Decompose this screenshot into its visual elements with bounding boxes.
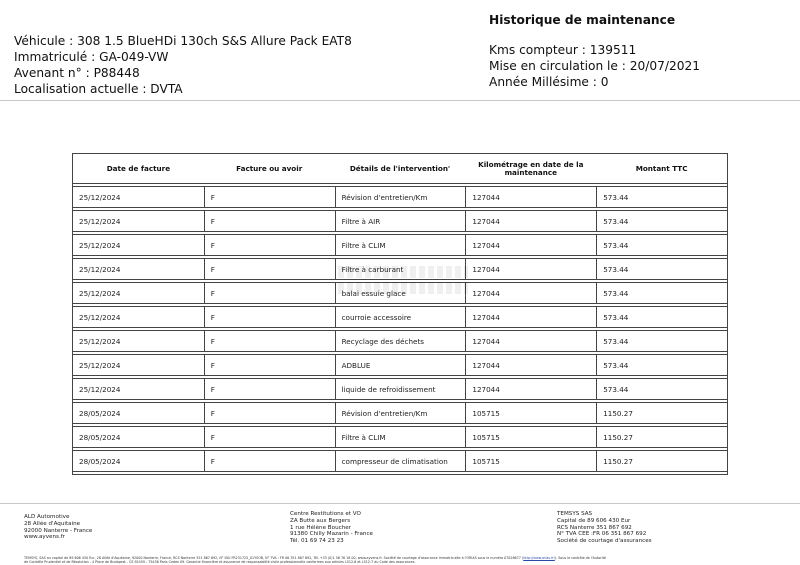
- amount-cell: 573.44: [596, 210, 727, 232]
- column-header-invoice-type: Facture ou avoir: [204, 154, 335, 184]
- amount-cell: 1150.27: [596, 426, 727, 448]
- vehicle-model: Véhicule : 308 1.5 BlueHDi 130ch S&S Allure Pack EAT8: [14, 34, 352, 48]
- intervention-details-cell: Révision d'entretien/Km: [335, 402, 466, 424]
- mileage-cell: 105715: [465, 450, 596, 472]
- table-row: [73, 306, 727, 328]
- invoice-type-cell: F: [204, 282, 335, 304]
- invoice-date-cell: 28/05/2024: [73, 450, 204, 472]
- footer-line: 28 Allée d'Aquitaine: [24, 520, 81, 527]
- column-header-mileage: Kilométrage en date de la maintenance: [465, 154, 596, 184]
- invoice-type-cell: F: [204, 210, 335, 232]
- maintenance-table: [72, 153, 728, 475]
- invoice-date-cell: 28/05/2024: [73, 402, 204, 424]
- intervention-details-cell: liquide de refroidissement: [335, 378, 466, 400]
- invoice-date-cell: 25/12/2024: [73, 258, 204, 280]
- intervention-details-cell: courroie accessoire: [335, 306, 466, 328]
- invoice-type-cell: F: [204, 426, 335, 448]
- maintenance-summary: [489, 12, 700, 90]
- footer-line: ZA Butte aux Bergers: [290, 517, 351, 524]
- model-year: Année Millésime : 0: [489, 75, 609, 89]
- intervention-details-cell: compresseur de climatisation: [335, 450, 466, 472]
- intervention-details-cell: ADBLUE: [335, 354, 466, 376]
- invoice-date-cell: 25/12/2024: [73, 210, 204, 232]
- intervention-details-cell: Recyclage des déchets: [335, 330, 466, 352]
- column-header-amount: Montant TTC: [596, 154, 727, 184]
- registration-date: Mise en circulation le : 20/07/2021: [489, 59, 701, 73]
- amount-cell: 1150.27: [596, 450, 727, 472]
- invoice-type-cell: F: [204, 354, 335, 376]
- table-row: [73, 402, 727, 424]
- vehicle-location: Localisation actuelle : DVTA: [14, 82, 183, 96]
- footer-legal-entity: [557, 511, 652, 545]
- mileage-cell: 127044: [465, 330, 596, 352]
- footer-line: N° TVA CEE :FR 06 351 867 692: [557, 531, 647, 538]
- footer-line: RCS Nanterre 351 867 692: [557, 524, 632, 531]
- footer-divider: [0, 503, 800, 504]
- mileage-cell: 127044: [465, 234, 596, 256]
- amount-cell: 573.44: [596, 354, 727, 376]
- invoice-type-cell: F: [204, 234, 335, 256]
- intervention-details-cell: Filtre à AIR: [335, 210, 466, 232]
- invoice-date-cell: 25/12/2024: [73, 234, 204, 256]
- amount-cell: 1150.27: [596, 402, 727, 424]
- orias-link[interactable]: http://www.orias.fr/: [523, 556, 555, 560]
- header-divider: [0, 100, 800, 101]
- footer-website: www.ayvens.fr: [24, 534, 65, 541]
- invoice-type-cell: F: [204, 402, 335, 424]
- mileage-cell: 127044: [465, 210, 596, 232]
- mileage-cell: 127044: [465, 378, 596, 400]
- mileage-cell: 105715: [465, 426, 596, 448]
- footer-line: Capital de 89 606 430 Eur: [557, 517, 631, 524]
- table-row: [73, 378, 727, 400]
- invoice-type-cell: F: [204, 186, 335, 208]
- mileage-cell: 127044: [465, 282, 596, 304]
- footer-line: Société de courtage d'assurances: [557, 538, 652, 545]
- amount-cell: 573.44: [596, 282, 727, 304]
- footer-company-address: [24, 514, 92, 541]
- invoice-type-cell: F: [204, 306, 335, 328]
- footer-line: 92000 Nanterre - France: [24, 527, 93, 534]
- legal-text: ). Sous le contrôle de l'Autorité: [554, 556, 606, 560]
- invoice-type-cell: F: [204, 330, 335, 352]
- invoice-date-cell: 25/12/2024: [73, 306, 204, 328]
- table-row: [73, 210, 727, 232]
- table-row: [73, 450, 727, 472]
- intervention-details-cell: Révision d'entretien/Km: [335, 186, 466, 208]
- vehicle-info: [14, 33, 352, 97]
- footer-line: 91380 Chilly Mazarin - France: [290, 531, 373, 538]
- invoice-date-cell: 25/12/2024: [73, 282, 204, 304]
- table-row: [73, 234, 727, 256]
- legal-text: TEMSYS, SAS au capital de 89 606 430 Eur, 28 Allée d'Aquitaine, 92000 Nanterre, France, RCS Nanterre 351 867 692, N° IDU FR231725_01YSOB, N° TVA : FR 06 351 867 692, Tél. +33 (0)1 56 76 18 00, www.ayvens.fr. Société de courtage d'assurance immatriculée à l'ORIAS sous le numéro 07028677 (: [24, 556, 524, 560]
- table-row: [73, 426, 727, 448]
- mileage-cell: 127044: [465, 354, 596, 376]
- document-title: Historique de maintenance: [489, 13, 676, 27]
- column-header-intervention-details: Détails de l'intervention': [335, 154, 466, 184]
- table-row: [73, 330, 727, 352]
- invoice-date-cell: 25/12/2024: [73, 330, 204, 352]
- intervention-details-cell: Filtre à CLIM: [335, 426, 466, 448]
- odometer-reading: Kms compteur : 139511: [489, 43, 637, 57]
- amount-cell: 573.44: [596, 378, 727, 400]
- table-row: [73, 186, 727, 208]
- mileage-cell: 127044: [465, 306, 596, 328]
- legal-notice: [24, 556, 784, 564]
- mileage-cell: 127044: [465, 186, 596, 208]
- mileage-cell: 105715: [465, 402, 596, 424]
- amount-cell: 573.44: [596, 258, 727, 280]
- invoice-date-cell: 28/05/2024: [73, 426, 204, 448]
- column-header-invoice-date: Date de facture: [73, 154, 204, 184]
- table-row: [73, 354, 727, 376]
- intervention-details-cell: Filtre à carburant: [335, 258, 466, 280]
- invoice-date-cell: 25/12/2024: [73, 186, 204, 208]
- amount-cell: 573.44: [596, 186, 727, 208]
- mileage-cell: 127044: [465, 258, 596, 280]
- footer-phone: Tél. 01 69 74 23 23: [290, 538, 344, 545]
- invoice-type-cell: F: [204, 378, 335, 400]
- amount-cell: 573.44: [596, 330, 727, 352]
- footer-line: TEMSYS SAS: [557, 511, 593, 517]
- footer-line: 1 rue Hélène Boucher: [290, 524, 351, 531]
- intervention-details-cell: balai essuie glace: [335, 282, 466, 304]
- legal-line-2: de Contrôle Prudentiel et de Résolution - 4 Place de Budapest - CS 92459 - 75436 Paris Cedex 09. Garantie financière et assurance de responsabilité civile professionnelle conformes aux articles L512-6 et L512-7 du Code des assurances.: [24, 560, 416, 565]
- footer-returns-center: [290, 511, 373, 545]
- invoice-date-cell: 25/12/2024: [73, 354, 204, 376]
- amount-cell: 573.44: [596, 234, 727, 256]
- footer-line: ALD Automotive: [24, 514, 70, 520]
- footer-line: Centre Restitutions et VO: [290, 511, 361, 517]
- invoice-type-cell: F: [204, 258, 335, 280]
- table-header-row: [73, 154, 727, 184]
- intervention-details-cell: Filtre à CLIM: [335, 234, 466, 256]
- invoice-date-cell: 25/12/2024: [73, 378, 204, 400]
- invoice-type-cell: F: [204, 450, 335, 472]
- vehicle-amendment-number: Avenant n° : P88448: [14, 66, 140, 80]
- table-row: [73, 258, 727, 280]
- vehicle-registration: Immatriculé : GA-049-VW: [14, 50, 169, 64]
- amount-cell: 573.44: [596, 306, 727, 328]
- table-row: [73, 282, 727, 304]
